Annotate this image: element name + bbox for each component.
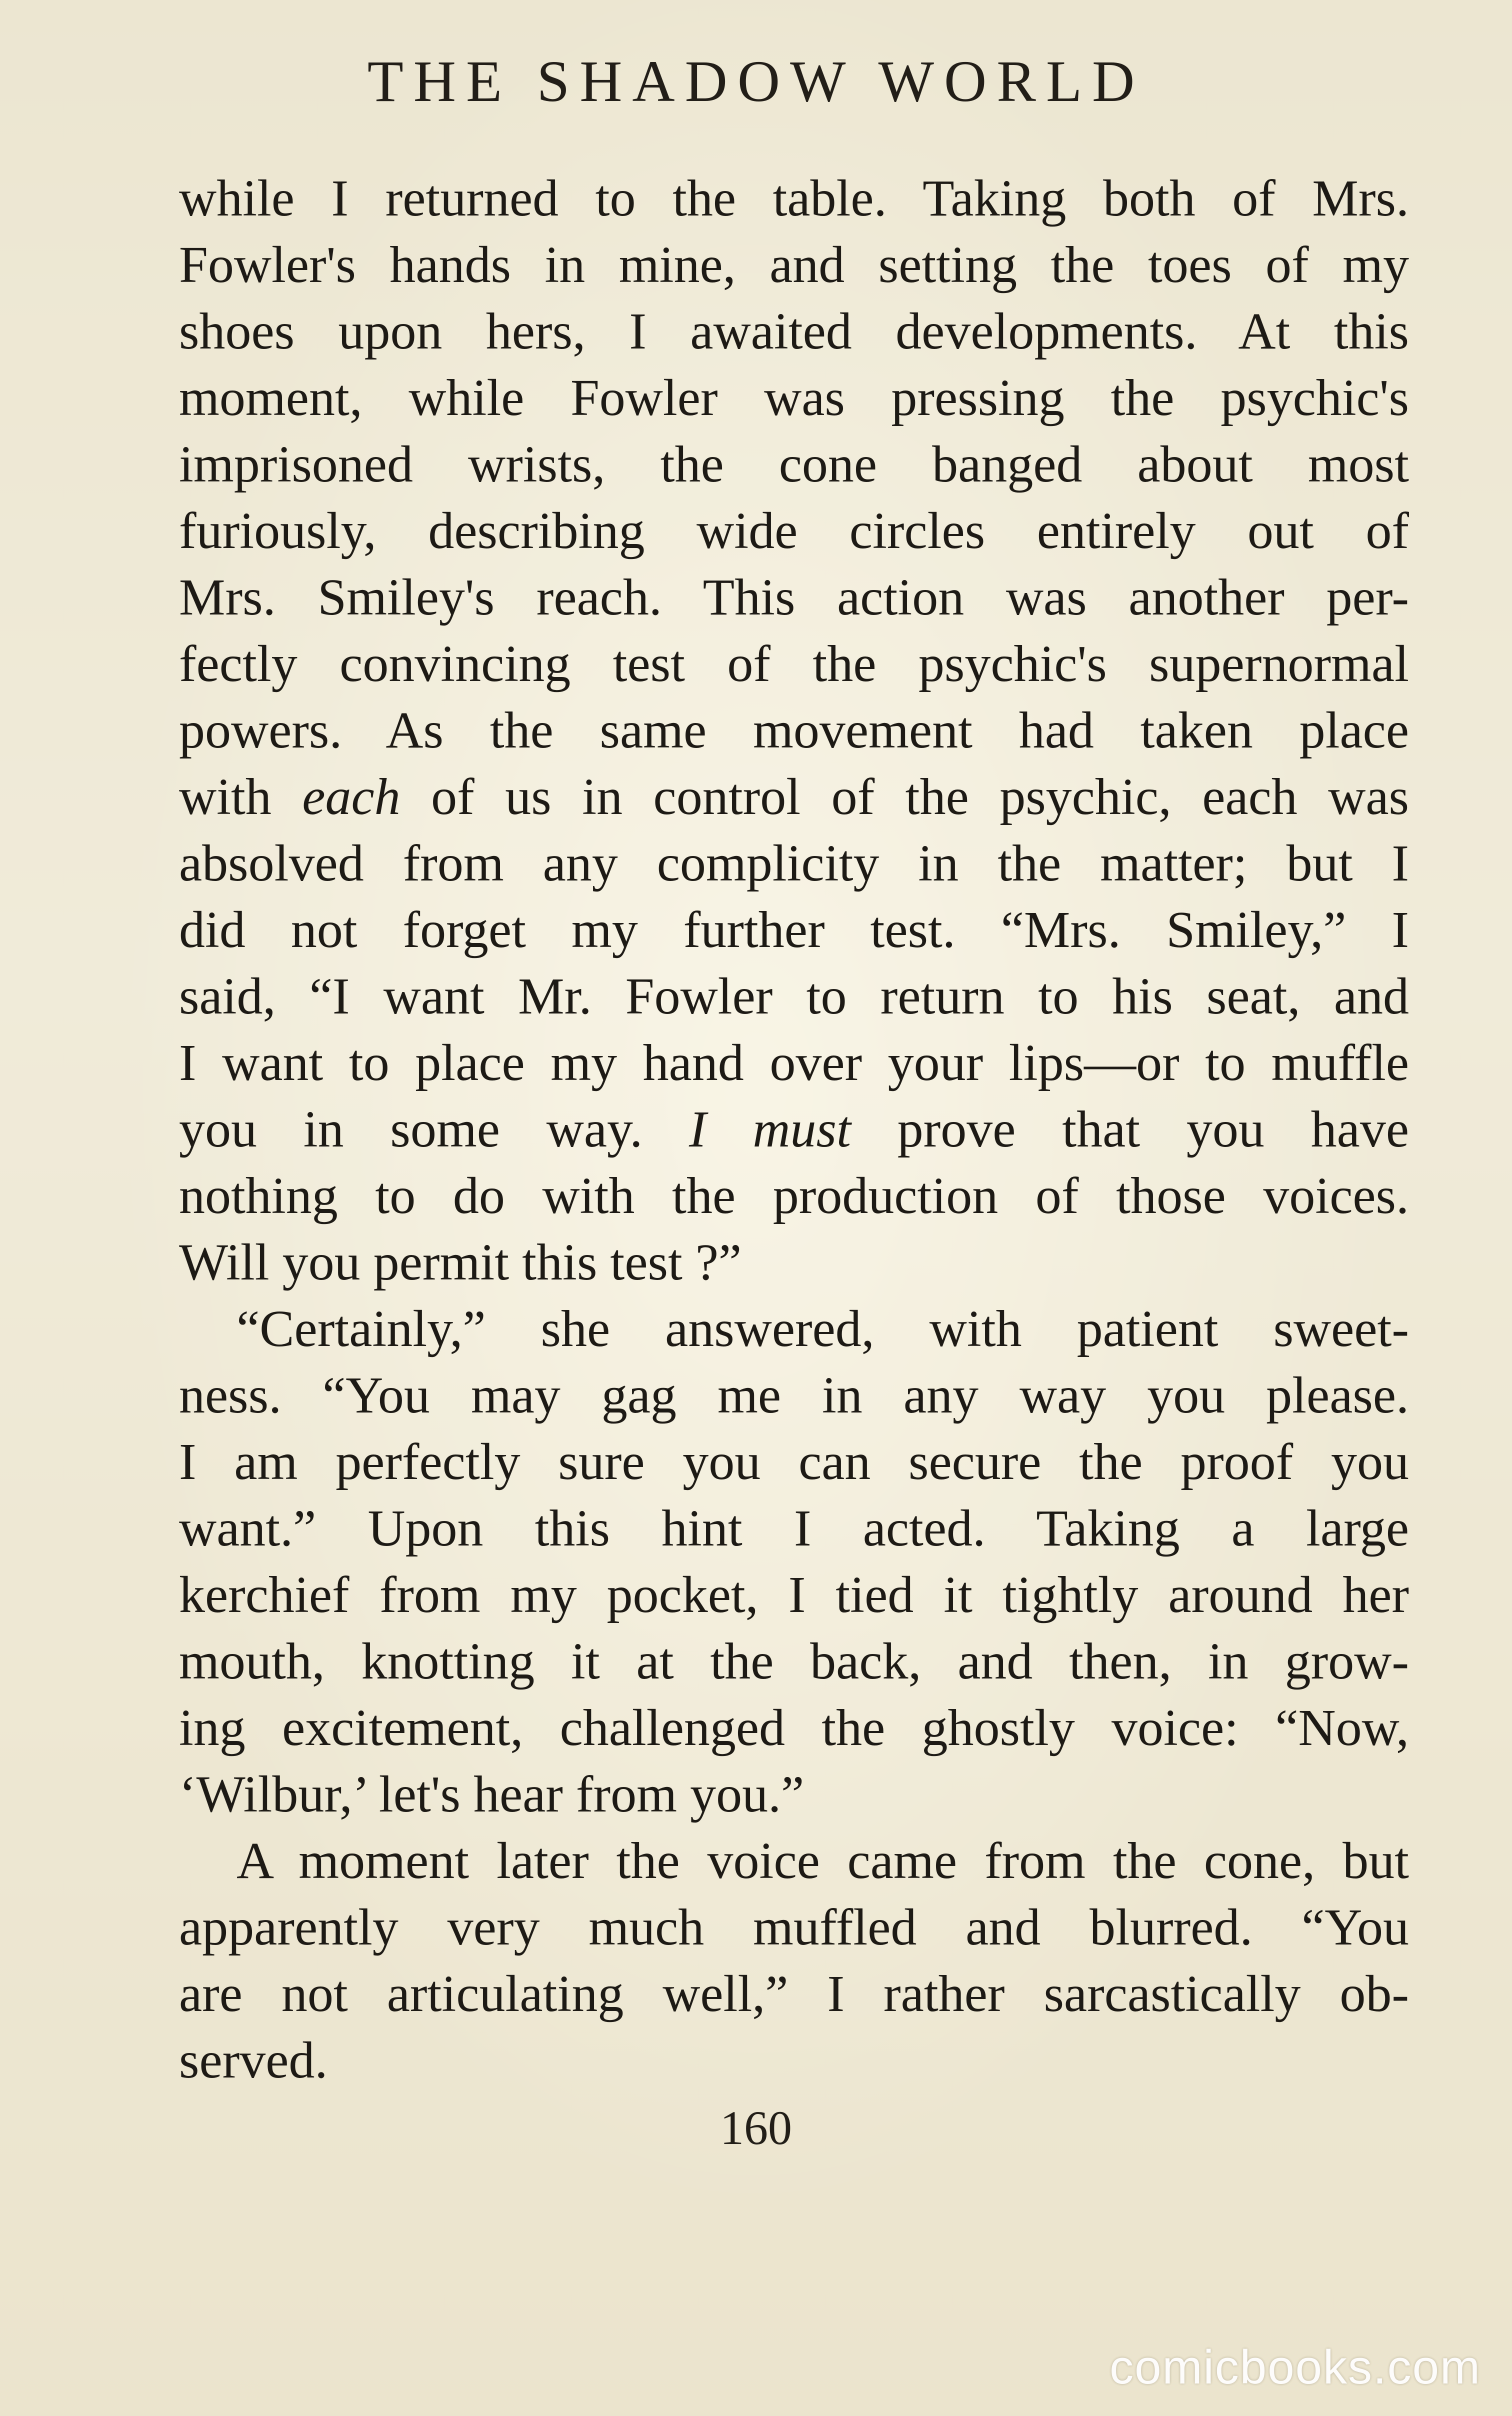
text-line: ing excitement, challenged the ghostly voice: “Now, — [179, 1699, 1409, 1756]
text-line: shoes upon hers, I awaited developments. At this — [179, 302, 1409, 360]
text-line: A moment later the voice came from the cone, but — [236, 1832, 1409, 1890]
text-line: furiously, describing wide circles entirely out of — [179, 502, 1409, 560]
text-segment: you in some way. — [179, 1100, 643, 1158]
watermark: comicbooks.com — [1110, 2340, 1481, 2394]
italic-emphasis: I must — [689, 1100, 851, 1158]
italic-emphasis: each — [302, 768, 400, 826]
text-segment: prove that you have — [897, 1100, 1409, 1158]
text-line — [179, 764, 1409, 830]
text-line: while I returned to the table. Taking both of Mrs. — [179, 170, 1409, 227]
text-line — [179, 1096, 1409, 1162]
page-number: 160 — [720, 2101, 792, 2154]
text-line: Fowler's hands in mine, and setting the toes of my — [179, 236, 1409, 294]
text-line: absolved from any complicity in the matter; but I — [179, 834, 1409, 892]
text-line: apparently very much muffled and blurred. “You — [179, 1898, 1409, 1956]
text-line: I want to place my hand over your lips—or to muffle — [179, 1034, 1409, 1092]
text-line: mouth, knotting it at the back, and then, in grow- — [179, 1632, 1409, 1690]
text-line: Will you permit this test ?” — [179, 1234, 742, 1291]
text-line: fectly convincing test of the psychic's supernormal — [179, 635, 1409, 692]
text-line: moment, while Fowler was pressing the psychic's — [179, 369, 1409, 426]
text-line: Mrs. Smiley's reach. This action was another per- — [179, 568, 1409, 626]
text-line: nothing to do with the production of those voices. — [179, 1167, 1409, 1224]
text-line: ness. “You may gag me in any way you please. — [179, 1366, 1409, 1424]
text-line: said, “I want Mr. Fowler to return to his seat, and — [179, 968, 1409, 1025]
text-line: want.” Upon this hint I acted. Taking a large — [179, 1500, 1409, 1557]
text-line: I am perfectly sure you can secure the proof you — [179, 1433, 1409, 1490]
text-line: are not articulating well,” I rather sarcastically ob- — [179, 1965, 1409, 2022]
text-line: imprisoned wrists, the cone banged about most — [179, 436, 1409, 493]
text-segment: with — [179, 768, 272, 826]
text-segment: of us in control of the psychic, each was — [431, 768, 1409, 826]
body-text — [179, 165, 1409, 2094]
text-line: did not forget my further test. “Mrs. Smiley,” I — [179, 901, 1409, 958]
text-line: kerchief from my pocket, I tied it tightly around her — [179, 1566, 1409, 1624]
text-line: “Certainly,” she answered, with patient sweet- — [236, 1300, 1409, 1358]
text-line: powers. As the same movement had taken place — [179, 702, 1409, 759]
text-line: served. — [179, 2032, 328, 2089]
running-head: THE SHADOW WORLD — [367, 48, 1145, 114]
text-line: ‘Wilbur,’ let's hear from you.” — [179, 1766, 804, 1823]
